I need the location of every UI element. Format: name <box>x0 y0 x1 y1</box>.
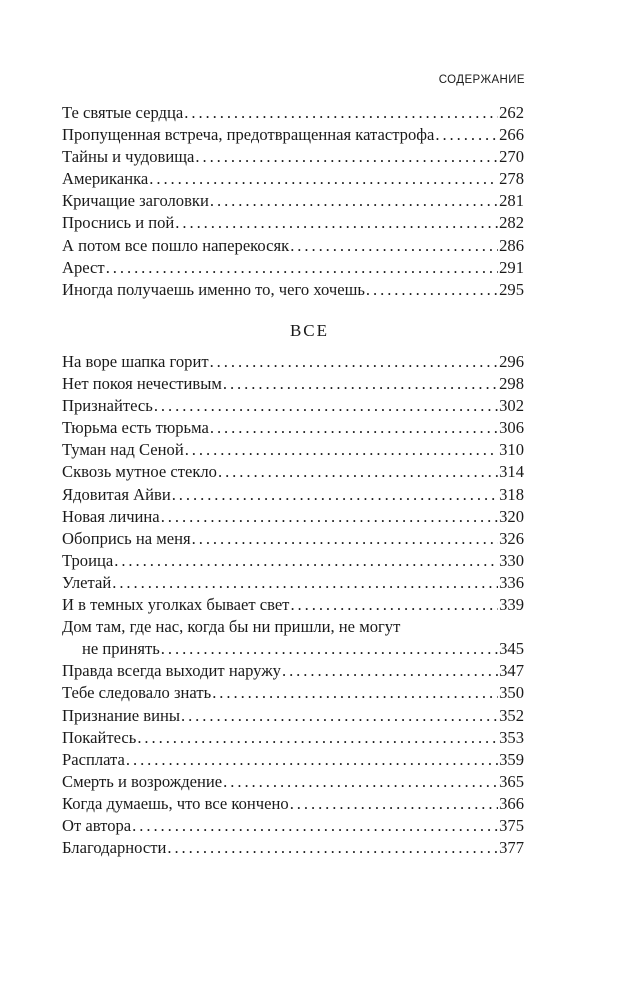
dot-leader <box>112 572 498 594</box>
toc-entry-title: Американка <box>62 169 149 189</box>
section-heading: ВСЕ <box>289 321 330 340</box>
dot-leader <box>218 461 498 483</box>
dot-leader <box>184 102 498 124</box>
toc-entry[interactable] <box>62 102 524 124</box>
toc-entry[interactable] <box>62 235 524 257</box>
toc-entry[interactable] <box>62 572 524 594</box>
toc-entry[interactable] <box>62 484 524 506</box>
toc-entry-title: Покайтесь <box>62 727 137 747</box>
toc-entry[interactable] <box>62 594 524 616</box>
toc-entry[interactable] <box>62 660 524 682</box>
dot-leader <box>175 212 498 234</box>
toc-entry-title: Обопрись на меня <box>62 528 191 548</box>
dot-leader <box>114 550 498 572</box>
dot-leader <box>161 638 498 660</box>
toc-entry-page: 365 <box>499 771 524 791</box>
toc-entry-title: Смерть и возрождение <box>62 771 223 791</box>
toc-entry[interactable] <box>62 124 524 146</box>
toc-entry-title: Туман над Сеной <box>62 440 184 460</box>
toc-entry-page: 282 <box>499 213 524 233</box>
dot-leader <box>106 257 498 279</box>
toc-entry[interactable] <box>62 461 524 483</box>
toc-entry-title: Тюрьма есть тюрьма <box>62 418 209 438</box>
toc-entry-page: 339 <box>499 595 524 615</box>
toc-entry[interactable] <box>62 616 524 660</box>
toc-entry-page: 298 <box>499 374 524 394</box>
dot-leader <box>132 815 498 837</box>
toc-entry-page: 296 <box>499 352 524 371</box>
dot-leader <box>210 351 499 373</box>
dot-leader <box>223 771 498 793</box>
toc-entry-page: 345 <box>499 639 524 659</box>
toc-list <box>62 351 524 859</box>
toc-entry[interactable] <box>62 682 524 704</box>
toc-entry-page: 352 <box>499 705 524 725</box>
toc-entry[interactable] <box>62 705 524 727</box>
dot-leader <box>181 705 498 727</box>
toc-entry-title: Правда всегда выходит наружу <box>62 661 281 681</box>
toc-entry-title: Пропущенная встреча, предотвращенная катастрофа <box>62 125 435 145</box>
toc-entry-title: Признание вины <box>62 705 180 725</box>
toc-entry-page: 278 <box>499 169 524 189</box>
toc-entry[interactable] <box>62 815 524 837</box>
toc-entry-title-continuation: не принять <box>82 639 160 659</box>
dot-leader <box>435 124 498 146</box>
toc-entry[interactable] <box>62 279 524 301</box>
toc-entry-title: И в темных уголках бывает свет <box>62 595 290 615</box>
toc-entry-title: Кричащие заголовки <box>62 191 209 211</box>
toc-entry-title: Признайтесь <box>62 396 153 416</box>
toc-entry[interactable] <box>62 771 524 793</box>
toc-entry[interactable] <box>62 837 524 859</box>
toc-entry[interactable] <box>62 528 524 550</box>
toc-entry-title: Сквозь мутное стекло <box>62 462 217 482</box>
toc-entry-page: 310 <box>499 440 524 460</box>
toc-entry-title: Ядовитая Айви <box>62 484 171 504</box>
toc-entry-title: Тайны и чудовища <box>62 147 195 167</box>
toc-entry-title: Улетай <box>62 572 112 592</box>
dot-leader <box>137 727 498 749</box>
toc-entry-title: Благодарности <box>62 838 167 858</box>
toc-entry-page: 377 <box>499 838 524 858</box>
toc-entry-title: Расплата <box>62 749 125 769</box>
dot-leader <box>149 168 498 190</box>
dot-leader <box>172 484 498 506</box>
toc-entry-page: 270 <box>499 147 524 167</box>
toc-entry-title: Арест <box>62 257 105 277</box>
toc-entry-title: Троица <box>62 550 114 570</box>
toc-entry-page: 266 <box>499 125 524 145</box>
running-head: СОДЕРЖАНИЕ <box>438 74 525 86</box>
dot-leader <box>210 190 498 212</box>
toc-entry-page: 347 <box>499 661 524 681</box>
toc-entry-page: 281 <box>499 191 524 211</box>
toc-entry-page: 314 <box>499 462 524 482</box>
toc-entry-page: 306 <box>499 418 524 438</box>
dot-leader <box>290 793 498 815</box>
dot-leader <box>210 417 498 439</box>
toc-entry[interactable] <box>62 727 524 749</box>
toc-entry[interactable] <box>62 212 524 234</box>
toc-entry[interactable] <box>62 506 524 528</box>
dot-leader <box>161 506 498 528</box>
toc-entry-page: 286 <box>499 235 524 255</box>
dot-leader <box>282 660 498 682</box>
toc-entry[interactable] <box>62 190 524 212</box>
toc-entry-page: 366 <box>499 793 524 813</box>
toc-entry-page: 320 <box>499 506 524 526</box>
toc-entry-title: От автора <box>62 815 132 835</box>
toc-entry[interactable] <box>62 257 524 279</box>
dot-leader <box>195 146 498 168</box>
toc-entry[interactable] <box>62 395 524 417</box>
dot-leader <box>192 528 498 550</box>
toc-entry-title: Проснись и пой <box>62 213 175 233</box>
toc-entry-page: 336 <box>499 572 524 592</box>
toc-entry[interactable] <box>62 351 524 373</box>
toc-entry-title: Нет покоя нечестивым <box>62 374 222 394</box>
toc-entry-page: 330 <box>499 550 524 570</box>
toc-entry-page: 326 <box>499 528 524 548</box>
dot-leader <box>185 439 498 461</box>
dot-leader <box>167 837 498 859</box>
toc-entry-continuation <box>62 638 524 660</box>
toc-entry[interactable] <box>62 168 524 190</box>
toc-entry-title: Тебе следовало знать <box>62 683 212 703</box>
dot-leader <box>223 373 498 395</box>
toc-entry-title: А потом все пошло наперекосяк <box>62 235 290 255</box>
toc-entry-title: Дом там, где нас, когда бы ни пришли, не могут <box>62 617 401 637</box>
toc-entry-page: 291 <box>499 257 524 277</box>
dot-leader <box>154 395 498 417</box>
toc-entry-title: Те святые сердца <box>62 103 184 122</box>
toc-entry-title: Когда думаешь, что все кончено <box>62 793 289 813</box>
toc-entry-page: 350 <box>499 683 524 703</box>
toc-entry[interactable] <box>62 373 524 395</box>
toc-entry-page: 359 <box>499 749 524 769</box>
toc-list <box>62 102 524 301</box>
toc-entry-page: 295 <box>499 279 524 299</box>
dot-leader <box>290 594 498 616</box>
toc-entry-title: На воре шапка горит <box>62 352 209 371</box>
toc-entry-page: 262 <box>499 103 524 122</box>
toc-entry-title: Иногда получаешь именно то, чего хочешь <box>62 279 365 299</box>
toc-entry-page: 318 <box>499 484 524 504</box>
toc-entry-title: Новая личина <box>62 506 160 526</box>
toc-entry-page: 375 <box>499 815 524 835</box>
toc-entry[interactable] <box>62 146 524 168</box>
toc-entry-page: 302 <box>499 396 524 416</box>
dot-leader <box>212 682 498 704</box>
dot-leader <box>126 749 498 771</box>
toc-entry[interactable] <box>62 749 524 771</box>
toc-entry[interactable] <box>62 793 524 815</box>
toc-entry[interactable] <box>62 439 524 461</box>
dot-leader <box>366 279 498 301</box>
toc-entry-page: 353 <box>499 727 524 747</box>
toc-entry[interactable] <box>62 550 524 572</box>
dot-leader <box>290 235 498 257</box>
toc-entry[interactable] <box>62 417 524 439</box>
